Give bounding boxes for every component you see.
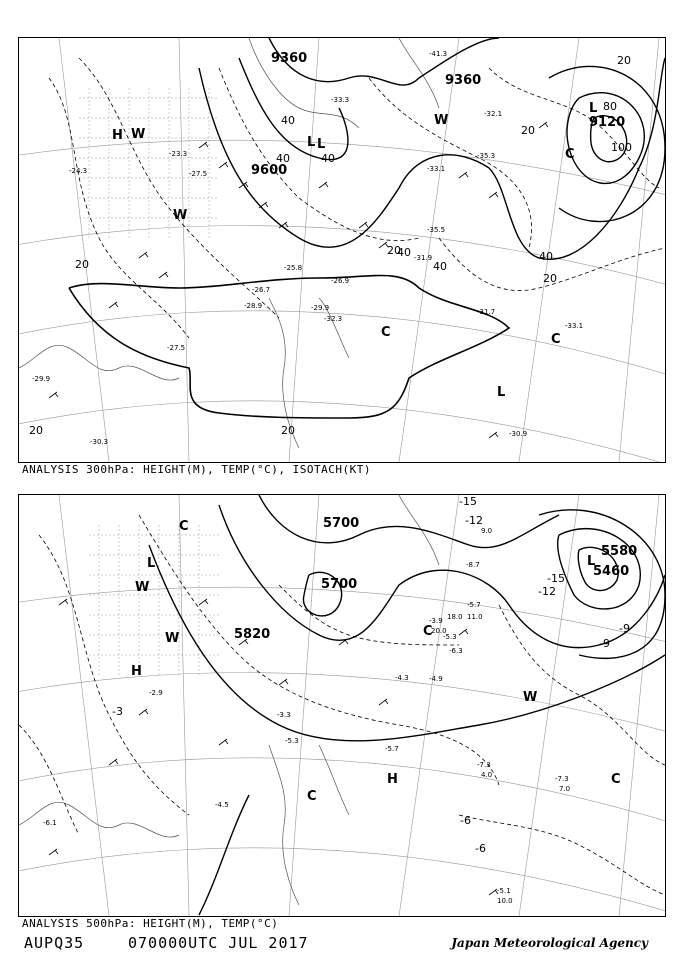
isotherm-label: -15 <box>459 495 477 508</box>
center-marker: L <box>497 385 506 400</box>
temp-label: -24.3 <box>69 167 88 175</box>
temp-label: -23.3 <box>169 150 188 158</box>
height-label: 9360 <box>445 73 482 88</box>
isotach-label: 20 <box>75 258 89 271</box>
isotherm-label: -6 <box>475 842 486 855</box>
temp-label: -26.9 <box>331 277 350 285</box>
wind-barbs <box>49 122 548 438</box>
temp-label: -33.1 <box>565 322 584 330</box>
obs-label: -7.3 <box>555 775 569 783</box>
obs-label: -5.1 <box>497 887 511 895</box>
obs-label: 9.0 <box>481 527 493 535</box>
height-label: 9120 <box>589 115 626 130</box>
isotach-label: 20 <box>387 244 401 257</box>
isotach-label: 100 <box>611 141 632 154</box>
temp-label: -32.3 <box>324 315 343 323</box>
center-marker: L <box>307 135 316 150</box>
isotach-label: 20 <box>29 424 43 437</box>
center-marker: C <box>423 624 433 639</box>
isotherm-label: -12 <box>538 585 556 598</box>
obs-label: -2.9 <box>149 689 163 697</box>
temp-label: -30.9 <box>509 430 528 438</box>
obs-label: 20.0 <box>431 627 447 635</box>
isotherm-label: -3 <box>112 705 123 718</box>
center-marker: W <box>135 580 150 595</box>
temp-label: -29.9 <box>311 304 330 312</box>
isotherm-label: -12 <box>465 514 483 527</box>
isotach-label: 20 <box>617 54 631 67</box>
temp-label: -30.3 <box>90 438 109 446</box>
obs-label: 11.0 <box>467 613 483 621</box>
obs-label: 7.0 <box>559 785 571 793</box>
temp-label: -26.7 <box>252 286 271 294</box>
temp-label: -33.3 <box>331 96 350 104</box>
center-marker: L <box>147 556 156 571</box>
caption-300hpa: ANALYSIS 300hPa: HEIGHT(M), TEMP(°C), ISOTACH(KT) <box>22 463 372 476</box>
center-marker: W <box>434 113 449 128</box>
center-marker: C <box>307 789 317 804</box>
obs-label: -7.3 <box>477 761 491 769</box>
center-marker: L <box>317 137 326 152</box>
jet-outline <box>69 276 509 419</box>
map-300hpa <box>19 38 665 462</box>
temp-label: -31.9 <box>414 254 433 262</box>
isotherm-label: -6 <box>460 814 471 827</box>
center-marker: W <box>165 631 180 646</box>
height-label: 5700 <box>321 577 358 592</box>
temp-label: -32.1 <box>484 110 503 118</box>
agency-name: Japan Meteorological Agency <box>451 936 648 950</box>
obs-label: -3.3 <box>277 711 291 719</box>
center-marker: H <box>112 128 123 143</box>
temp-label: -28.9 <box>244 302 263 310</box>
obs-label: 4.0 <box>481 771 493 779</box>
temp-label: -27.5 <box>167 344 186 352</box>
valid-time: 070000UTC JUL 2017 <box>128 934 309 952</box>
center-marker: C <box>611 772 621 787</box>
temp-label: -35.5 <box>427 226 446 234</box>
temp-label: -25.8 <box>284 264 303 272</box>
obs-label: 18.0 <box>447 613 463 621</box>
temp-label: -35.3 <box>477 152 496 160</box>
center-marker: H <box>387 772 398 787</box>
isotach-label: 40 <box>276 152 290 165</box>
center-marker: C <box>381 325 391 340</box>
isotach-label: 40 <box>321 152 335 165</box>
isotherm-label: -15 <box>547 572 565 585</box>
center-marker: H <box>131 664 142 679</box>
center-marker: W <box>131 127 146 142</box>
obs-label: -4.3 <box>395 674 409 682</box>
isotach-label: 20 <box>543 272 557 285</box>
center-marker: C <box>565 147 575 162</box>
height-label: 5820 <box>234 627 271 642</box>
obs-label: -4.9 <box>429 675 443 683</box>
obs-label: -8.7 <box>466 561 480 569</box>
center-marker: W <box>523 690 538 705</box>
center-marker: L <box>587 554 596 569</box>
isotach-label: 20 <box>521 124 535 137</box>
obs-label: -3.9 <box>429 617 443 625</box>
obs-label: -5.3 <box>443 633 457 641</box>
temp-label: -41.3 <box>429 50 448 58</box>
center-marker: C <box>179 519 189 534</box>
obs-label: -6.3 <box>449 647 463 655</box>
height-label: 5580 <box>601 544 638 559</box>
product-code: AUPQ35 <box>24 934 85 952</box>
isotach-label: 40 <box>539 250 553 263</box>
isotach-label: 20 <box>281 424 295 437</box>
height-label: 9360 <box>271 51 308 66</box>
center-marker: W <box>173 208 188 223</box>
map-panel-300hpa <box>18 37 666 463</box>
isotach-label: 80 <box>603 100 617 113</box>
height-label: 5460 <box>593 564 630 579</box>
isotherm-label: -9 <box>599 637 610 650</box>
height-label: 5700 <box>323 516 360 531</box>
center-marker: L <box>589 101 598 116</box>
obs-label: 10.0 <box>497 897 513 905</box>
obs-label: -5.3 <box>285 737 299 745</box>
temp-label: -31.7 <box>477 308 496 316</box>
obs-label: -4.5 <box>215 801 229 809</box>
height-label: 9600 <box>251 163 288 178</box>
isotach-label: 40 <box>433 260 447 273</box>
obs-label: -5.7 <box>467 601 481 609</box>
temp-label: -33.1 <box>427 165 446 173</box>
obs-label: -5.7 <box>385 745 399 753</box>
coastlines <box>19 38 439 448</box>
isotherm-label: -9 <box>619 622 630 635</box>
center-marker: C <box>551 332 561 347</box>
wind-barbs <box>49 599 498 895</box>
isotherms <box>49 58 665 338</box>
hatch-area <box>89 525 219 675</box>
isotach-label: 40 <box>397 246 411 259</box>
temp-label: -29.9 <box>32 375 51 383</box>
obs-label: -6.1 <box>43 819 57 827</box>
isotach-label: 40 <box>281 114 295 127</box>
temp-label: -27.5 <box>189 170 208 178</box>
hatch-area <box>79 88 219 238</box>
caption-500hpa: ANALYSIS 500hPa: HEIGHT(M), TEMP(°C) <box>22 917 279 930</box>
map-500hpa <box>19 495 665 916</box>
map-panel-500hpa <box>18 494 666 917</box>
